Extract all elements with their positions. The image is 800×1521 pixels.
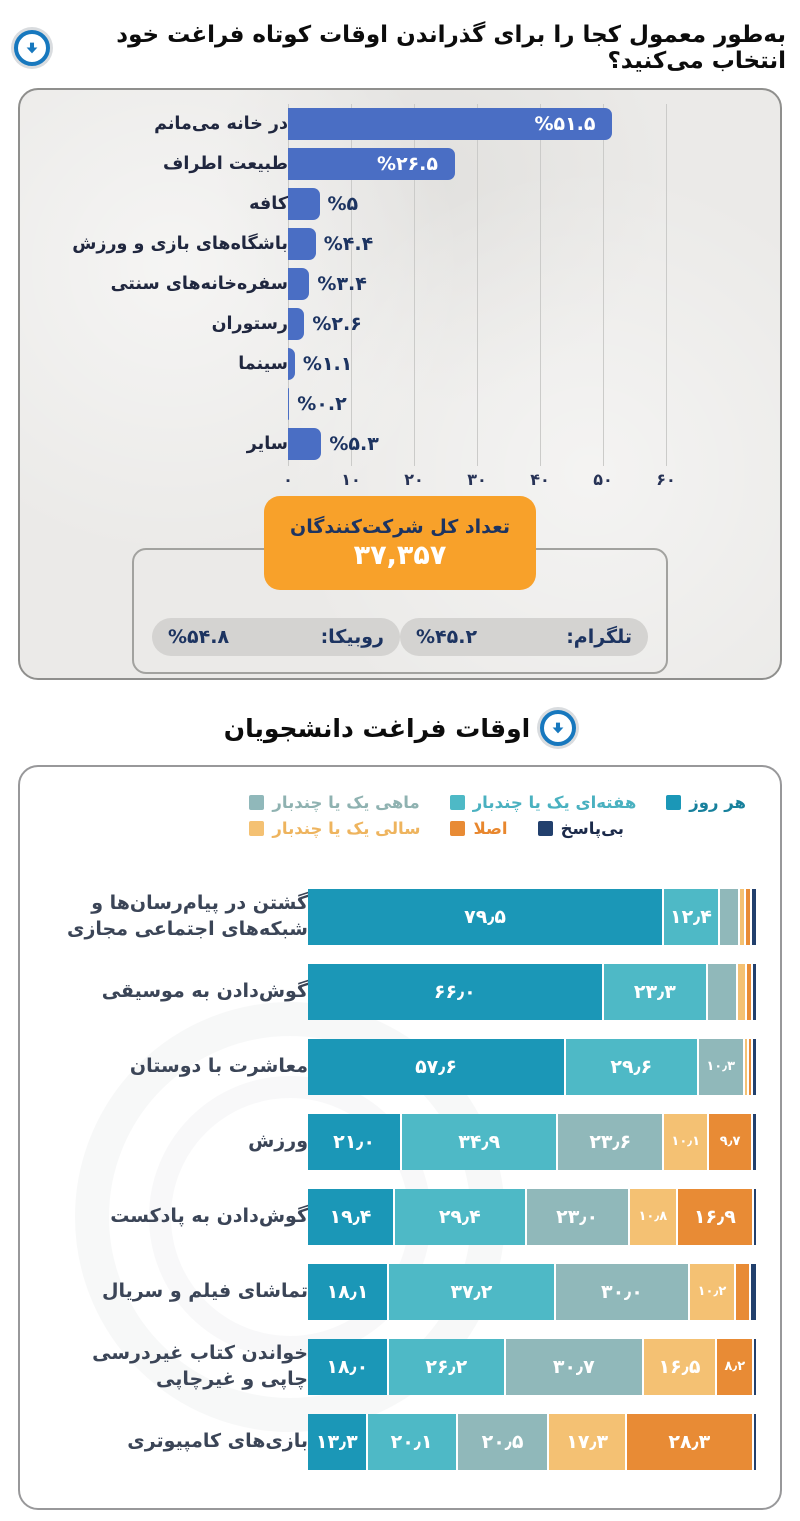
bar-segment <box>753 964 756 1020</box>
bar-segment <box>754 1339 756 1395</box>
chart2-row <box>32 1104 756 1179</box>
value-label: %۲.۶ <box>312 313 362 335</box>
survey-question-header <box>14 22 786 74</box>
bar-segment <box>627 1414 754 1470</box>
bar-segment <box>753 1039 756 1095</box>
bar-segment <box>751 1264 756 1320</box>
stacked-bar <box>308 1339 756 1395</box>
down-arrow-circle-icon <box>14 30 50 66</box>
segment-value: ۸٫۲ <box>724 1359 746 1374</box>
segment-value: ۳۰٫۷ <box>552 1355 595 1378</box>
chart2-row <box>32 1404 756 1479</box>
legend-label: بی‌پاسخ <box>560 819 624 838</box>
platform-name: روبیکا: <box>320 626 384 648</box>
segment-value: ۷۹٫۵ <box>464 905 507 928</box>
category-label: رستوران <box>211 314 288 334</box>
total-participants-box <box>264 496 536 590</box>
segment-value: ۱۰٫۲ <box>697 1284 727 1299</box>
value-label: %۵ <box>327 193 359 215</box>
legend-swatch-icon <box>666 795 681 810</box>
bar <box>288 268 309 300</box>
bar-segment <box>308 889 664 945</box>
chart2-row <box>32 1329 756 1404</box>
legend-item <box>538 819 624 838</box>
category-label: در خانه می‌مانم <box>154 114 288 134</box>
leisure-place-chart-panel <box>18 88 782 680</box>
x-tick-label: ۰ <box>283 470 293 489</box>
chart1-row <box>38 304 764 344</box>
activity-label: ورزش <box>248 1129 308 1152</box>
segment-value: ۱۰٫۸ <box>638 1209 668 1224</box>
value-label: %۰.۲ <box>297 393 347 415</box>
bar-segment <box>506 1339 644 1395</box>
bar-segment <box>678 1189 754 1245</box>
bar-segment <box>308 1414 368 1470</box>
category-label: طبیعت اطراف <box>163 154 288 174</box>
platform-name: تلگرام: <box>566 626 632 648</box>
chart1-row <box>38 264 764 304</box>
activity-label: تماشای فیلم و سریال <box>101 1279 308 1302</box>
segment-value: ۱۸٫۱ <box>326 1280 369 1303</box>
bar-segment <box>754 1414 756 1470</box>
segment-value: ۱۸٫۰ <box>326 1355 369 1378</box>
plot-area <box>288 104 764 144</box>
bar-segment <box>308 1039 566 1095</box>
plot-area <box>288 384 764 424</box>
stacked-bar <box>308 1039 756 1095</box>
segment-value: ۲۶٫۲ <box>425 1355 468 1378</box>
stacked-bar <box>308 889 756 945</box>
segment-value: ۲۱٫۰ <box>333 1130 375 1153</box>
legend-row <box>249 819 624 838</box>
segment-value: ۵۷٫۶ <box>415 1055 457 1078</box>
legend-label: سالی یک یا چندبار <box>272 819 421 838</box>
plot-area <box>288 184 764 224</box>
value-label: %۵۱.۵ <box>534 113 596 135</box>
legend-label: هر روز <box>689 793 746 812</box>
total-participants-value: ۳۷,۳۵۷ <box>353 539 447 571</box>
value-label: %۳.۴ <box>317 273 367 295</box>
bar-segment <box>644 1339 718 1395</box>
legend-item <box>450 819 507 838</box>
value-label: %۱.۱ <box>302 353 353 375</box>
bar-segment <box>720 889 741 945</box>
bar <box>288 308 304 340</box>
bar-segment <box>699 1039 745 1095</box>
chart1-rows <box>38 104 764 464</box>
legend-swatch-icon <box>450 821 465 836</box>
stacked-bar <box>308 1264 756 1320</box>
activity-label: گشتن در پیام‌رسان‌ها و شبکه‌های اجتماعی مجازی <box>67 891 308 940</box>
legend-item <box>666 793 746 812</box>
bar-segment <box>308 1114 402 1170</box>
segment-value: ۲۹٫۴ <box>438 1205 481 1228</box>
bar-segment <box>738 964 747 1020</box>
chart2-legend <box>249 793 746 838</box>
chart1-row <box>38 184 764 224</box>
segment-value: ۱۰٫۳ <box>706 1059 736 1074</box>
bar-segment <box>527 1189 630 1245</box>
segment-value: ۲۹٫۶ <box>610 1055 653 1078</box>
platform-share: %۴۵.۲ <box>416 626 478 648</box>
bar-segment <box>389 1339 506 1395</box>
chart2-row <box>32 1179 756 1254</box>
bar-segment <box>549 1414 627 1470</box>
bar-segment <box>558 1114 664 1170</box>
x-tick-label: ۴۰ <box>530 470 550 489</box>
bar-segment <box>458 1414 550 1470</box>
bar-segment <box>753 1114 756 1170</box>
legend-swatch-icon <box>249 821 264 836</box>
x-tick-label: ۲۰ <box>404 470 424 489</box>
bar-segment <box>754 1189 756 1245</box>
platform-share: %۵۴.۸ <box>168 626 230 648</box>
legend-swatch-icon <box>249 795 264 810</box>
bar-segment <box>736 1264 751 1320</box>
chart1-row <box>38 224 764 264</box>
bar-segment <box>709 1114 752 1170</box>
category-label: سفره‌خانه‌های سنتی <box>110 274 288 294</box>
bar <box>288 388 289 420</box>
down-arrow-circle-icon <box>540 710 576 746</box>
plot-area <box>288 304 764 344</box>
section2-title: اوقات فراغت دانشجویان <box>223 713 531 743</box>
legend-item <box>450 793 637 812</box>
bar-segment <box>368 1414 458 1470</box>
segment-value: ۱۰٫۱ <box>671 1134 701 1149</box>
chart2-row <box>32 1029 756 1104</box>
bar-segment <box>604 964 708 1020</box>
bar-segment <box>395 1189 527 1245</box>
bar-segment <box>664 889 720 945</box>
bar <box>288 188 320 220</box>
x-tick-label: ۶۰ <box>656 470 676 489</box>
bar-segment <box>402 1114 558 1170</box>
plot-area <box>288 144 764 184</box>
activity-label: گوش‌دادن به موسیقی <box>101 979 308 1002</box>
category-label: سینما <box>238 354 288 374</box>
segment-value: ۲۰٫۱ <box>390 1430 433 1453</box>
bar-segment <box>717 1339 754 1395</box>
segment-value: ۱۶٫۵ <box>658 1355 701 1378</box>
segment-value: ۲۳٫۶ <box>589 1130 632 1153</box>
chart1-row <box>38 144 764 184</box>
segment-value: ۳۴٫۹ <box>458 1130 501 1153</box>
total-participants-label: تعداد کل شرکت‌کنندگان <box>290 515 510 538</box>
bar-segment <box>308 1189 395 1245</box>
segment-value: ۱۳٫۳ <box>315 1430 358 1453</box>
plot-area <box>288 344 764 384</box>
legend-label: ماهی یک یا چندبار <box>272 793 420 812</box>
plot-area <box>288 264 764 304</box>
chart1-row <box>38 104 764 144</box>
segment-value: ۳۰٫۰ <box>600 1280 643 1303</box>
value-label: %۵.۳ <box>329 433 379 455</box>
bar-segment <box>566 1039 699 1095</box>
bar-segment <box>308 964 604 1020</box>
chart2-row <box>32 879 756 954</box>
segment-value: ۲۳٫۰ <box>556 1205 599 1228</box>
bar-segment <box>389 1264 556 1320</box>
page-title: به‌طور معمول کجا را برای گذراندن اوقات کوتاه فراغت خود انتخاب می‌کنید؟ <box>116 22 786 74</box>
x-tick-label: ۱۰ <box>341 470 361 489</box>
plot-area <box>288 224 764 264</box>
activity-label: معاشرت با دوستان <box>129 1054 308 1077</box>
activity-label: بازی‌های کامپیوتری <box>127 1429 308 1452</box>
bar-segment <box>630 1189 678 1245</box>
bar-segment <box>690 1264 736 1320</box>
segment-value: ۲۸٫۳ <box>668 1430 711 1453</box>
chart1-x-axis <box>38 470 764 496</box>
bar <box>288 348 295 380</box>
stacked-bar <box>308 1189 756 1245</box>
value-label: %۴.۴ <box>323 233 374 255</box>
chart1-row <box>38 424 764 464</box>
category-label: کافه <box>249 194 288 214</box>
platform-pill-rubika <box>152 618 400 656</box>
platform-pill-telegram <box>400 618 648 656</box>
bar-segment <box>308 1264 389 1320</box>
chart2-row <box>32 954 756 1029</box>
segment-value: ۶۶٫۰ <box>433 980 476 1003</box>
legend-label: اصلا <box>473 819 508 838</box>
activity-label: خواندن کتاب غیردرسی چاپی و غیرچاپی <box>92 1341 308 1390</box>
chart2-rows <box>32 879 756 1479</box>
activity-label: گوش‌دادن به پادکست <box>110 1204 308 1227</box>
stacked-bar <box>308 964 756 1020</box>
section2-header <box>0 702 800 754</box>
legend-swatch-icon <box>450 795 465 810</box>
legend-label: هفته‌ای یک یا چندبار <box>472 793 637 812</box>
stacked-bar <box>308 1414 756 1470</box>
legend-row <box>249 793 746 812</box>
segment-value: ۹٫۷ <box>719 1134 741 1149</box>
category-label: سایر <box>246 434 288 454</box>
segment-value: ۳۷٫۲ <box>450 1280 493 1303</box>
segment-value: ۲۰٫۵ <box>481 1430 524 1453</box>
bar-segment <box>308 1339 389 1395</box>
bar <box>288 228 316 260</box>
segment-value: ۱۷٫۳ <box>566 1430 609 1453</box>
chart1-row <box>38 344 764 384</box>
chart2-row <box>32 1254 756 1329</box>
bar-segment <box>708 964 738 1020</box>
category-label: باشگاه‌های بازی و ورزش <box>72 234 288 254</box>
chart1-row <box>38 384 764 424</box>
stacked-bar <box>308 1114 756 1170</box>
chart1-body <box>38 104 764 466</box>
segment-value: ۲۳٫۳ <box>633 980 676 1003</box>
x-tick-label: ۳۰ <box>467 470 487 489</box>
segment-value: ۱۲٫۴ <box>669 905 712 928</box>
bar-segment <box>752 889 756 945</box>
legend-item <box>249 819 420 838</box>
bar-segment <box>664 1114 709 1170</box>
segment-value: ۱۶٫۹ <box>693 1205 736 1228</box>
value-label: %۲۶.۵ <box>376 153 438 175</box>
segment-value: ۱۹٫۴ <box>329 1205 372 1228</box>
plot-area <box>288 424 764 464</box>
legend-item <box>249 793 419 812</box>
legend-swatch-icon <box>538 821 553 836</box>
bar <box>288 428 321 460</box>
bar-segment <box>556 1264 690 1320</box>
students-leisure-chart-panel <box>18 765 782 1510</box>
x-tick-label: ۵۰ <box>593 470 613 489</box>
